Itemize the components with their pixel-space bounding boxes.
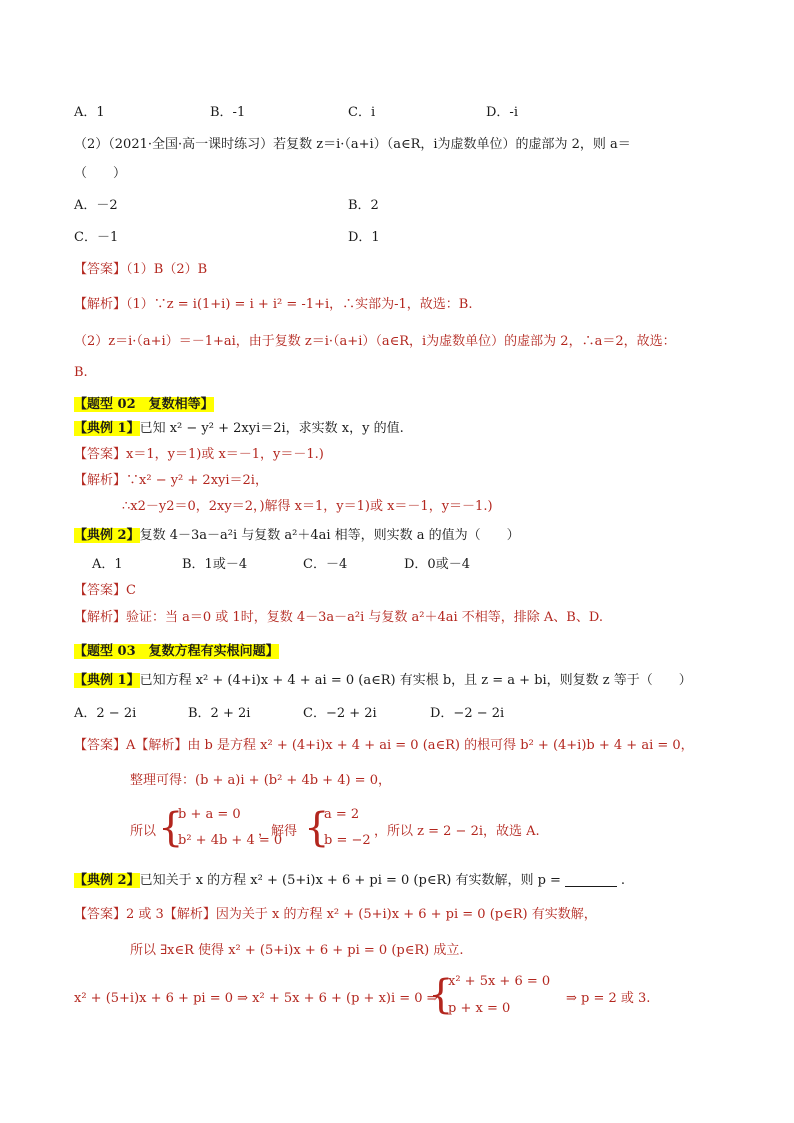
example-tag: 【典例 1】 <box>74 673 140 688</box>
q2-option-d: D．1 <box>348 230 380 245</box>
q2-paren: （ ） <box>74 166 127 181</box>
q1-option-a: A．1 <box>74 105 105 120</box>
example-tag: 【典例 1】 <box>74 421 140 436</box>
q1-option-c: C．i <box>348 105 376 120</box>
t03-ex2-sys-b: p + x = 0 <box>448 1001 511 1016</box>
t03-ex1-sys2-b: b = −2 <box>324 833 371 848</box>
analysis-block-1 <box>74 296 472 314</box>
answer-block-1 <box>74 261 207 279</box>
t02-ex1-analysis-2: ∴x2－y2＝0，2xy＝2，)解得 x＝1，y＝1)或 x＝－1，y＝－1.) <box>122 499 493 514</box>
q1-option-b: B．-1 <box>210 105 246 120</box>
t03-example-1 <box>74 672 692 690</box>
t03-ex1-sys2-a: a = 2 <box>324 807 360 822</box>
t03-ex2-result: ⇒ p = 2 或 3. <box>566 991 651 1006</box>
t03-ex2-analysis-2: 所以 ∃x∈R 使得 x² + (5+i)x + 6 + pi = 0 (p∈R) 成立. <box>130 943 464 958</box>
t02-ex1-answer: 【答案】x＝1，y＝1)或 x＝－1，y＝－1.) <box>74 447 324 462</box>
t03-ex1-option-c: C．−2 + 2i <box>303 706 377 721</box>
t02-example-1 <box>74 420 404 438</box>
example-tag: 【典例 2】 <box>74 528 140 543</box>
t03-ex2-chain: x² + (5+i)x + 6 + pi = 0 ⇒ x² + 5x + 6 + (p + x)i = 0 ⇒ <box>74 991 438 1006</box>
left-brace-icon: { <box>428 972 454 1018</box>
example-text: 已知 x² − y² + 2xyi＝2i，求实数 x，y 的值. <box>139 421 404 436</box>
example-tag: 【典例 2】 <box>74 873 140 888</box>
answer-text: （1）B（2）B <box>126 262 208 277</box>
example-text: 已知关于 x 的方程 x² + (5+i)x + 6 + pi = 0 (p∈R) 有实数解，则 p = <box>139 873 561 888</box>
t02-ex2-option-b: B．1或－4 <box>182 557 248 572</box>
t02-ex2-answer: 【答案】C <box>74 583 136 598</box>
t03-ex1-sys1-b: b² + 4b + 4 = 0 <box>178 833 283 848</box>
t03-example-2: 【典例 2】已知关于 x 的方程 x² + (5+i)x + 6 + pi = 0 (p∈R) 有实数解，则 p = . <box>74 873 626 888</box>
t03-ex1-end: ，所以 z = 2 − 2i，故选 A. <box>374 824 540 839</box>
t03-ex1-option-b: B．2 + 2i <box>188 706 251 721</box>
t03-ex1-answer: 【答案】A【解析】由 b 是方程 x² + (4+i)x + 4 + ai = 0 (a∈R) 的根可得 b² + (4+i)b + 4 + ai = 0， <box>74 738 694 753</box>
t03-ex2-sys-a: x² + 5x + 6 = 0 <box>448 974 551 989</box>
q2-option-c: C．－1 <box>74 230 119 245</box>
t03-ex1-analysis-2: 整理可得：(b + a)i + (b² + 4b + 4) = 0， <box>130 773 391 788</box>
example-text: 已知方程 x² + (4+i)x + 4 + ai = 0 (a∈R) 有实根 b，且 z = a + bi，则复数 z 等于（ ） <box>139 673 692 688</box>
t02-ex2-option-c: C．－4 <box>303 557 348 572</box>
section-title-02: 【题型 02 复数相等】 <box>74 397 214 412</box>
analysis-2-line1: （2）z＝i·（a+i）＝－1+ai，由于复数 z＝i·（a+i）（a∈R，i为虚数单位）的虚部为 2，∴a＝2，故选： <box>74 334 676 349</box>
t03-ex1-solve: ，解得 <box>258 824 298 839</box>
t02-ex2-option-d: D．0或－4 <box>404 557 470 572</box>
analysis-label: 【解析】 <box>74 297 127 312</box>
analysis-text: （1）∵z = i(1+i) = i + i² = -1+i，∴实部为-1，故选：B. <box>126 297 473 312</box>
t02-example-2 <box>74 527 520 545</box>
t03-ex1-option-a: A．2 − 2i <box>74 706 137 721</box>
answer-label: 【答案】 <box>74 262 127 277</box>
answer-blank <box>565 872 617 887</box>
q2-stem: （2）（2021·全国·高一课时练习）若复数 z＝i·（a+i）（a∈R，i为虚数单位）的虚部为 2，则 a＝ <box>74 137 631 152</box>
t02-ex2-analysis: 【解析】验证：当 a＝0 或 1时，复数 4－3a－a²i 与复数 a²＋4ai 不相等，排除 A、B、D. <box>74 610 603 625</box>
t03-ex1-sys1-a: b + a = 0 <box>178 807 241 822</box>
left-brace-icon: { <box>158 805 184 851</box>
left-brace-icon: { <box>304 805 330 851</box>
t02-ex1-analysis: 【解析】∵x² − y² + 2xyi＝2i， <box>74 473 268 488</box>
example-text: 复数 4－3a－a²i 与复数 a²＋4ai 相等，则实数 a 的值为（ ） <box>139 528 520 543</box>
t03-ex2-answer: 【答案】2 或 3【解析】因为关于 x 的方程 x² + (5+i)x + 6 + pi = 0 (p∈R) 有实数解， <box>74 907 597 922</box>
t03-ex1-option-d: D．−2 − 2i <box>430 706 505 721</box>
q2-option-b: B．2 <box>348 198 379 213</box>
t03-ex1-so: 所以 <box>130 824 157 839</box>
q1-option-d: D．-i <box>486 105 518 120</box>
q2-option-a: A．－2 <box>74 198 118 213</box>
t02-ex2-option-a: A．1 <box>92 557 123 572</box>
analysis-2-line2: B. <box>74 365 88 380</box>
section-title-03: 【题型 03 复数方程有实根问题】 <box>74 644 279 659</box>
